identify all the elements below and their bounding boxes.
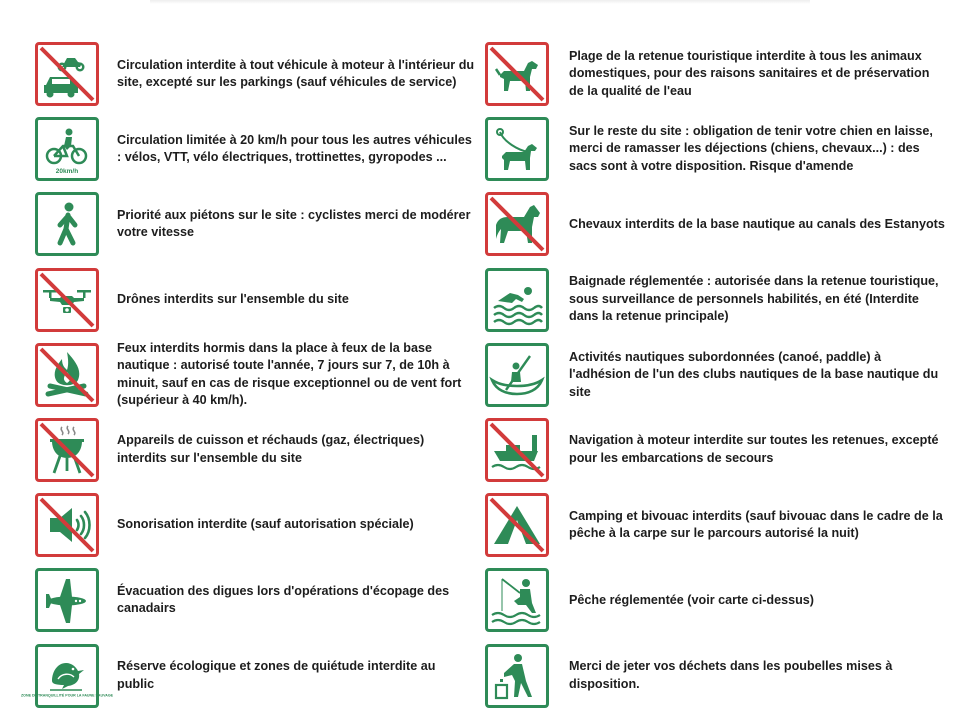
right-rules-column — [485, 40, 945, 717]
rule-text: Pêche réglementée (voir carte ci-dessus) — [569, 592, 814, 607]
rule-text: Sonorisation interdite (sauf autorisation spéciale) — [117, 517, 414, 532]
rule-item — [485, 40, 945, 108]
rule-text: Circulation interdite à tout véhicule à moteur à l'intérieur du site, excepté sur les parkings (sauf véhicules de service) — [117, 57, 475, 89]
top-shadow-band — [150, 0, 810, 4]
rule-text: Appareils de cuisson et réchauds (gaz, électriques) interdits sur l'ensemble du site — [117, 433, 425, 465]
swimmer-icon — [485, 268, 549, 332]
cyclist-icon — [35, 117, 99, 181]
rule-item — [485, 642, 945, 710]
bird-icon — [20, 644, 114, 708]
rule-text: Sur le reste du site : obligation de tenir votre chien en laisse, merci de ramasser les déjections (chiens, chevaux...) : des sacs sont à votre disposition. Risque d'amende — [569, 123, 933, 173]
rule-text: Priorité aux piétons sur le site : cyclistes merci de modérer votre vitesse — [117, 207, 471, 240]
horse-icon — [485, 192, 549, 256]
rule-text: Chevaux interdits de la base nautique au canals des Estanyots — [569, 216, 945, 231]
litter-bin-icon — [485, 644, 549, 708]
rule-text: Feux interdits hormis dans la place à feux de la base nautique : autorisé toute l'année, 7 jours sur 7, de 10h à minuit, sauf en cas de risque exceptionnel ou de vent fort (supérieur à 40 km/h). — [117, 340, 462, 408]
rule-text: Camping et bivouac interdits (sauf bivouac dans le cadre de la pêche à la carpe sur le parcours autorisé la nuit) — [569, 508, 943, 541]
rule-text: Merci de jeter vos déchets dans les poubelles mises à disposition. — [569, 659, 893, 691]
rule-item — [35, 341, 475, 409]
rule-item — [35, 115, 475, 183]
rule-text: Circulation limitée à 20 km/h pour tous les autres véhicules : vélos, VTT, vélo électriques, trottinettes, gyropodes ... — [117, 132, 472, 165]
barbecue-icon — [35, 418, 99, 482]
rule-item — [35, 416, 475, 484]
rule-item — [485, 566, 945, 634]
rule-item — [20, 642, 475, 710]
motorboat-icon — [485, 418, 549, 482]
canoe-icon — [485, 343, 549, 407]
dog-on-leash-icon — [485, 117, 549, 181]
fishing-icon — [485, 568, 549, 632]
rule-item — [485, 491, 945, 559]
rule-item — [485, 266, 945, 334]
pedestrian-icon — [35, 192, 99, 256]
rule-text: Drônes interdits sur l'ensemble du site — [117, 291, 349, 306]
campfire-icon — [35, 343, 99, 407]
rule-text: Activités nautiques subordonnées (canoé, paddle) à l'adhésion de l'un des clubs nautiques de la base nautique du site — [569, 349, 939, 399]
rule-item — [485, 416, 945, 484]
rule-text: Baignade réglementée : autorisée dans la retenue touristique, sous surveillance de personnels habilités, en été (Interdite dans la retenue principale) — [569, 274, 939, 324]
drone-icon — [35, 268, 99, 332]
rule-item — [35, 566, 475, 634]
rule-text: Réserve écologique et zones de quiétude interdite au public — [117, 659, 436, 691]
dog-icon — [485, 42, 549, 106]
rule-text: Évacuation des digues lors d'opérations d'écopage des canadairs — [117, 583, 450, 616]
bird-zone-label: ZONE DE TRANQUILLITÉ POUR LA FAUNE SAUVAGE — [20, 693, 114, 697]
rule-item — [35, 40, 475, 108]
rule-item — [485, 341, 945, 409]
water-bomber-plane-icon — [35, 568, 99, 632]
rule-item — [35, 491, 475, 559]
left-rules-column — [20, 40, 475, 717]
rule-item — [485, 190, 945, 258]
speed-limit-label: 20km/h — [55, 168, 79, 176]
rule-item — [485, 115, 945, 183]
rule-item — [35, 266, 475, 334]
motorbike-car-icon — [35, 42, 99, 106]
rule-item — [35, 190, 475, 258]
rule-text: Navigation à moteur interdite sur toutes les retenues, excepté pour les embarcations de secours — [569, 433, 939, 465]
rule-text: Plage de la retenue touristique interdite à tous les animaux domestiques, pour des raisons sanitaires et de préservation de la qualité de l'eau — [569, 48, 930, 98]
tent-icon — [485, 493, 549, 557]
loudspeaker-icon — [35, 493, 99, 557]
